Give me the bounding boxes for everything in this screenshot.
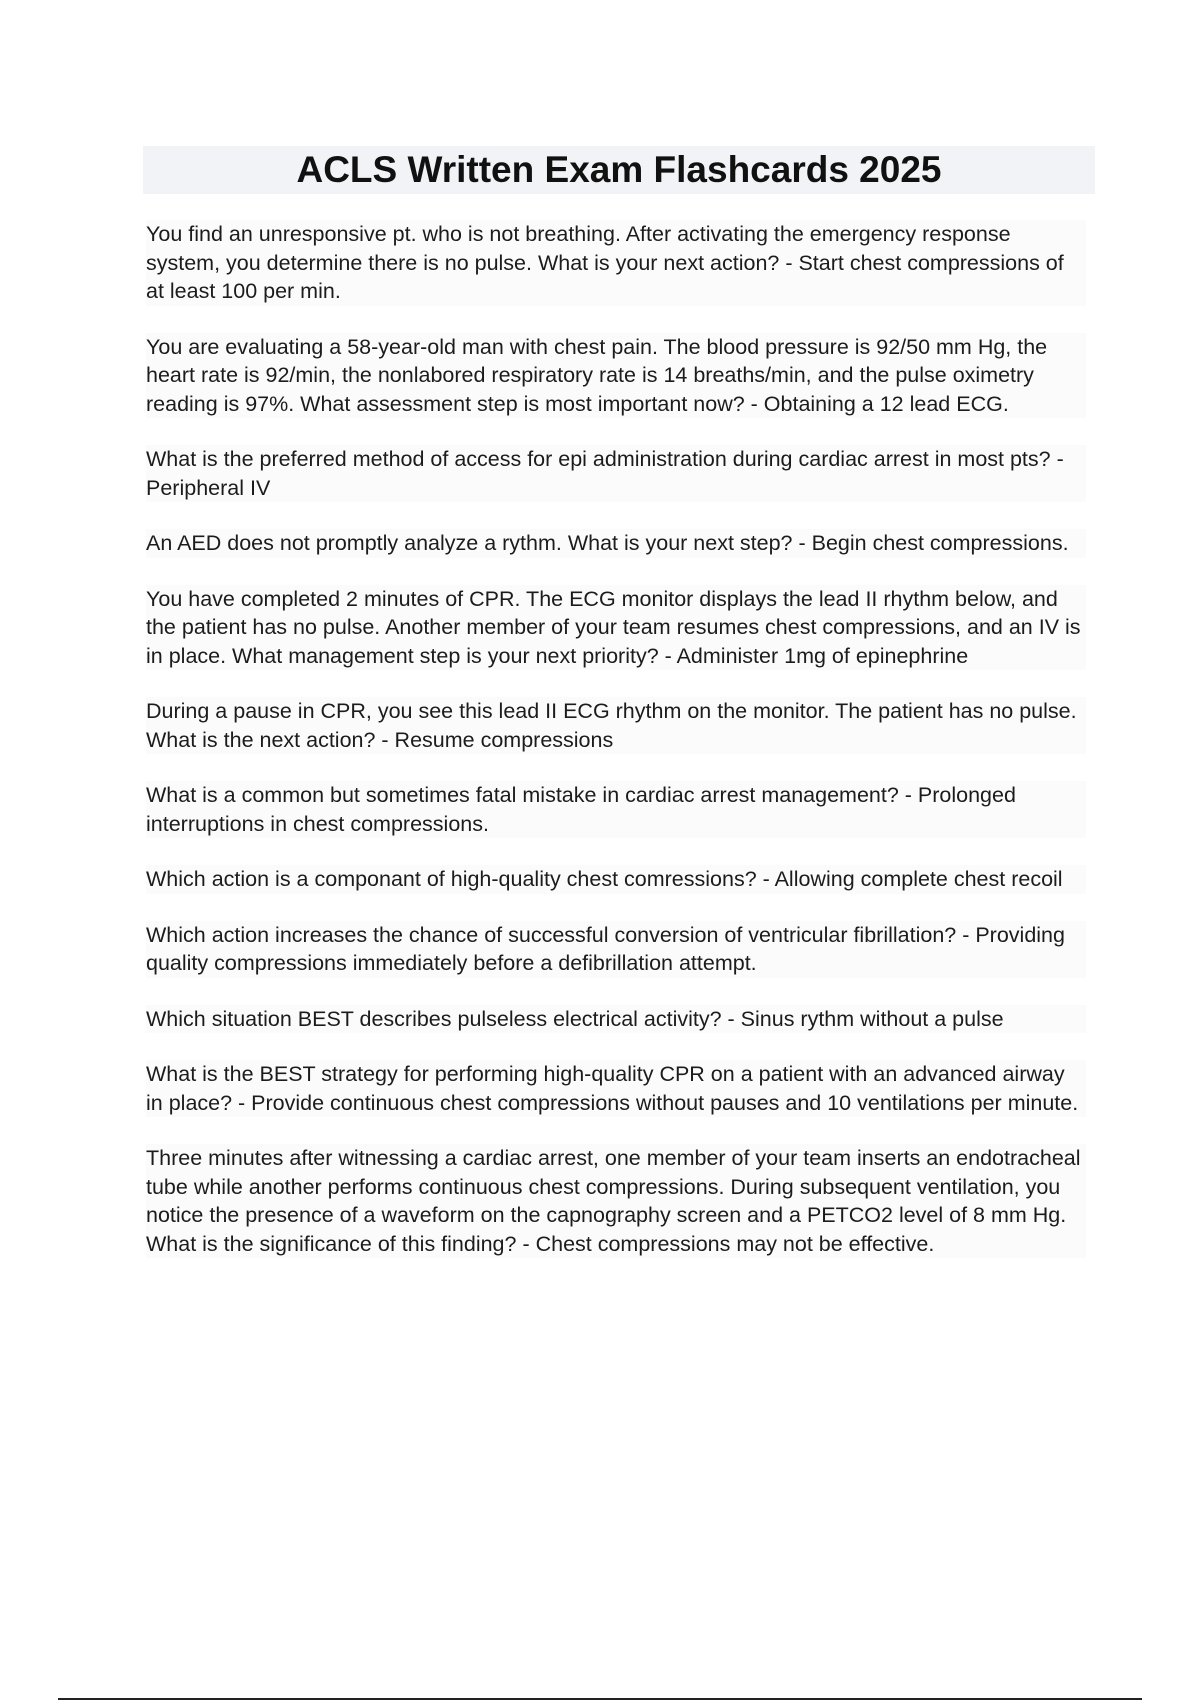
flashcard: What is the preferred method of access for epi administration during cardiac arrest in most pts? - Peripheral IV	[146, 445, 1086, 502]
flashcard: Which action is a componant of high-quality chest comressions? - Allowing complete chest recoil	[146, 865, 1086, 894]
page-title: ACLS Written Exam Flashcards 2025	[296, 149, 942, 190]
flashcard: Three minutes after witnessing a cardiac arrest, one member of your team inserts an endotracheal tube while another performs continuous chest compressions. During subsequent ventilation, you notice the presence of a waveform on the capnography screen and a PETCO2 level of 8 mm Hg. What is the significance of this finding? - Chest compressions may not be effective.	[146, 1144, 1086, 1258]
flashcard: What is the BEST strategy for performing high-quality CPR on a patient with an advanced airway in place? - Provide continuous chest compressions without pauses and 10 ventilations per minute.	[146, 1060, 1086, 1117]
flashcard: Which action increases the chance of successful conversion of ventricular fibrillation? - Providing quality compressions immediately before a defibrillation attempt.	[146, 921, 1086, 978]
title-bar	[143, 146, 1095, 194]
flashcard: An AED does not promptly analyze a rythm. What is your next step? - Begin chest compressions.	[146, 529, 1086, 558]
flashcard: You have completed 2 minutes of CPR. The ECG monitor displays the lead II rhythm below, and the patient has no pulse. Another member of your team resumes chest compressions, and an IV is in place. What management step is your next priority? - Administer 1mg of epinephrine	[146, 585, 1086, 671]
flashcard: Which situation BEST describes pulseless electrical activity? - Sinus rythm without a pulse	[146, 1005, 1086, 1034]
flashcard: During a pause in CPR, you see this lead II ECG rhythm on the monitor. The patient has no pulse. What is the next action? - Resume compressions	[146, 697, 1086, 754]
flashcard-list	[146, 220, 1086, 1285]
flashcard: You find an unresponsive pt. who is not breathing. After activating the emergency response system, you determine there is no pulse. What is your next action? - Start chest compressions of at least 100 per min.	[146, 220, 1086, 306]
flashcard: You are evaluating a 58-year-old man with chest pain. The blood pressure is 92/50 mm Hg, the heart rate is 92/min, the nonlabored respiratory rate is 14 breaths/min, and the pulse oximetry reading is 97%. What assessment step is most important now? - Obtaining a 12 lead ECG.	[146, 333, 1086, 419]
flashcard: What is a common but sometimes fatal mistake in cardiac arrest management? - Prolonged interruptions in chest compressions.	[146, 781, 1086, 838]
